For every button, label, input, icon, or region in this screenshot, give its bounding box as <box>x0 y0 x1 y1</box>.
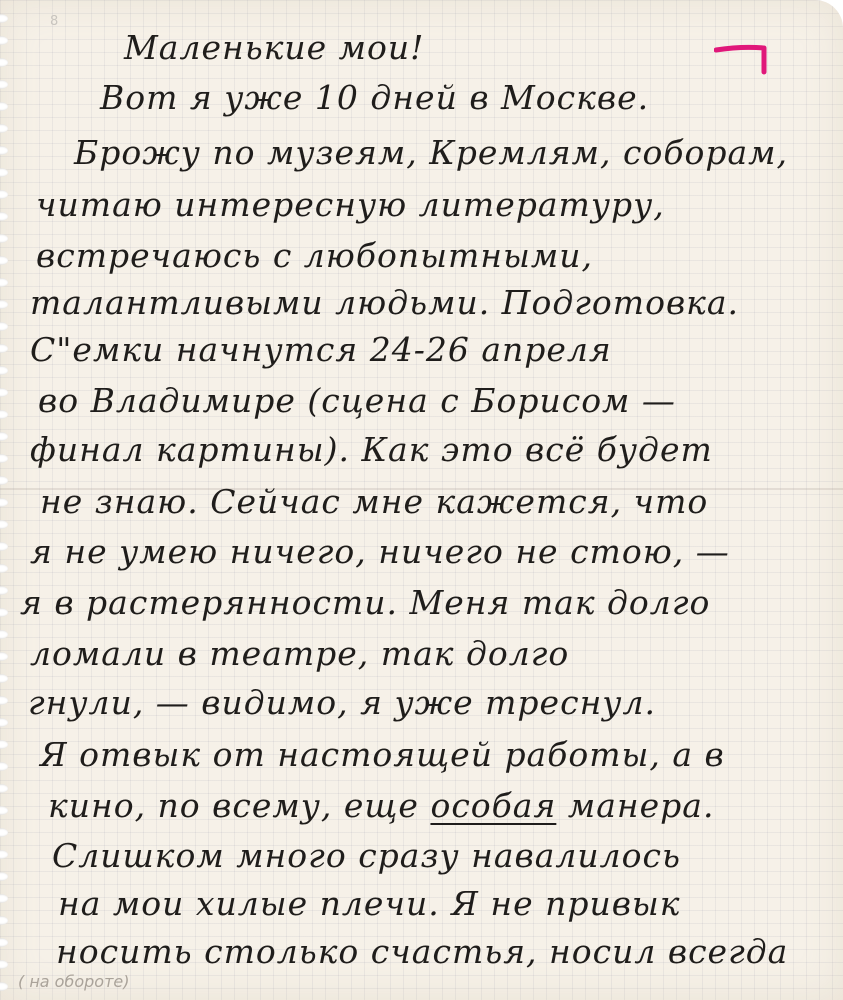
binding-hole <box>0 388 8 397</box>
binding-hole <box>0 806 8 815</box>
binding-hole <box>0 740 8 749</box>
binding-hole <box>0 146 8 155</box>
underlined-word: особая <box>430 786 557 825</box>
binding-hole <box>0 718 8 727</box>
binding-hole <box>0 300 8 309</box>
binding-hole <box>0 872 8 881</box>
binding-hole <box>0 278 8 287</box>
binding-hole <box>0 564 8 573</box>
letter-line: на мои хилые плечи. Я не привык <box>58 884 681 923</box>
red-corner-mark <box>714 42 768 76</box>
binding-hole <box>0 674 8 683</box>
binding-hole <box>0 762 8 771</box>
letter-line: не знаю. Сейчас мне кажется, что <box>40 482 709 521</box>
binding-hole <box>0 410 8 419</box>
binding-hole <box>0 916 8 925</box>
binding-hole <box>0 630 8 639</box>
letter-line: Слишком много сразу навалилось <box>52 836 681 875</box>
binding-hole <box>0 938 8 947</box>
binding-hole <box>0 432 8 441</box>
binding-hole <box>0 498 8 507</box>
letter-line-text: манера. <box>567 786 715 825</box>
letter-line-text: кино, по всему, еще <box>48 786 419 825</box>
letter-line: встречаюсь с любопытными, <box>36 236 594 275</box>
binding-hole <box>0 234 8 243</box>
binding-hole <box>0 454 8 463</box>
binding-hole <box>0 982 8 991</box>
binding-hole <box>0 36 8 45</box>
letter-line: читаю интересную литературу, <box>36 185 665 224</box>
letter-line: во Владимире (сцена с Борисом — <box>38 381 676 420</box>
binding-hole <box>0 960 8 969</box>
letter-line: С"емки начнутся 24-26 апреля <box>30 330 612 369</box>
letter-line: гнули, — видимо, я уже треснул. <box>28 683 656 722</box>
footnote-over-page: ( на обороте) <box>18 972 130 991</box>
letter-line: Вот я уже 10 дней в Москве. <box>100 78 650 117</box>
binding-hole <box>0 80 8 89</box>
binding-hole <box>0 102 8 111</box>
binding-hole <box>0 850 8 859</box>
binding-hole <box>0 14 8 23</box>
corner-pencil-number: 8 <box>50 14 59 29</box>
letter-line: я в растерянности. Меня так долго <box>20 583 711 622</box>
binding-hole <box>0 168 8 177</box>
binding-hole <box>0 58 8 67</box>
binding-hole <box>0 322 8 331</box>
binding-hole <box>0 476 8 485</box>
letter-line: Брожу по музеям, Кремлям, соборам, <box>74 133 788 172</box>
binding-hole <box>0 784 8 793</box>
letter-line: финал картины). Как это всё будет <box>30 430 713 469</box>
spiral-holes <box>0 0 16 1000</box>
binding-hole <box>0 696 8 705</box>
binding-hole <box>0 520 8 529</box>
binding-hole <box>0 366 8 375</box>
binding-hole <box>0 608 8 617</box>
letter-line <box>48 786 714 825</box>
letter-line: я не умею ничего, ничего не стою, — <box>30 532 730 571</box>
letter-line: носить столько счастья, носил всегда <box>56 932 789 971</box>
letter-line: ломали в театре, так долго <box>30 634 570 673</box>
binding-hole <box>0 212 8 221</box>
letter-line: талантливыми людьми. Подготовка. <box>30 283 740 322</box>
binding-hole <box>0 542 8 551</box>
letter-line: Я отвык от настоящей работы, а в <box>40 735 725 774</box>
binding-hole <box>0 586 8 595</box>
binding-hole <box>0 256 8 265</box>
binding-hole <box>0 894 8 903</box>
letter-greeting: Маленькие мои! <box>124 28 425 67</box>
binding-hole <box>0 344 8 353</box>
binding-hole <box>0 190 8 199</box>
binding-hole <box>0 124 8 133</box>
binding-hole <box>0 828 8 837</box>
binding-hole <box>0 652 8 661</box>
